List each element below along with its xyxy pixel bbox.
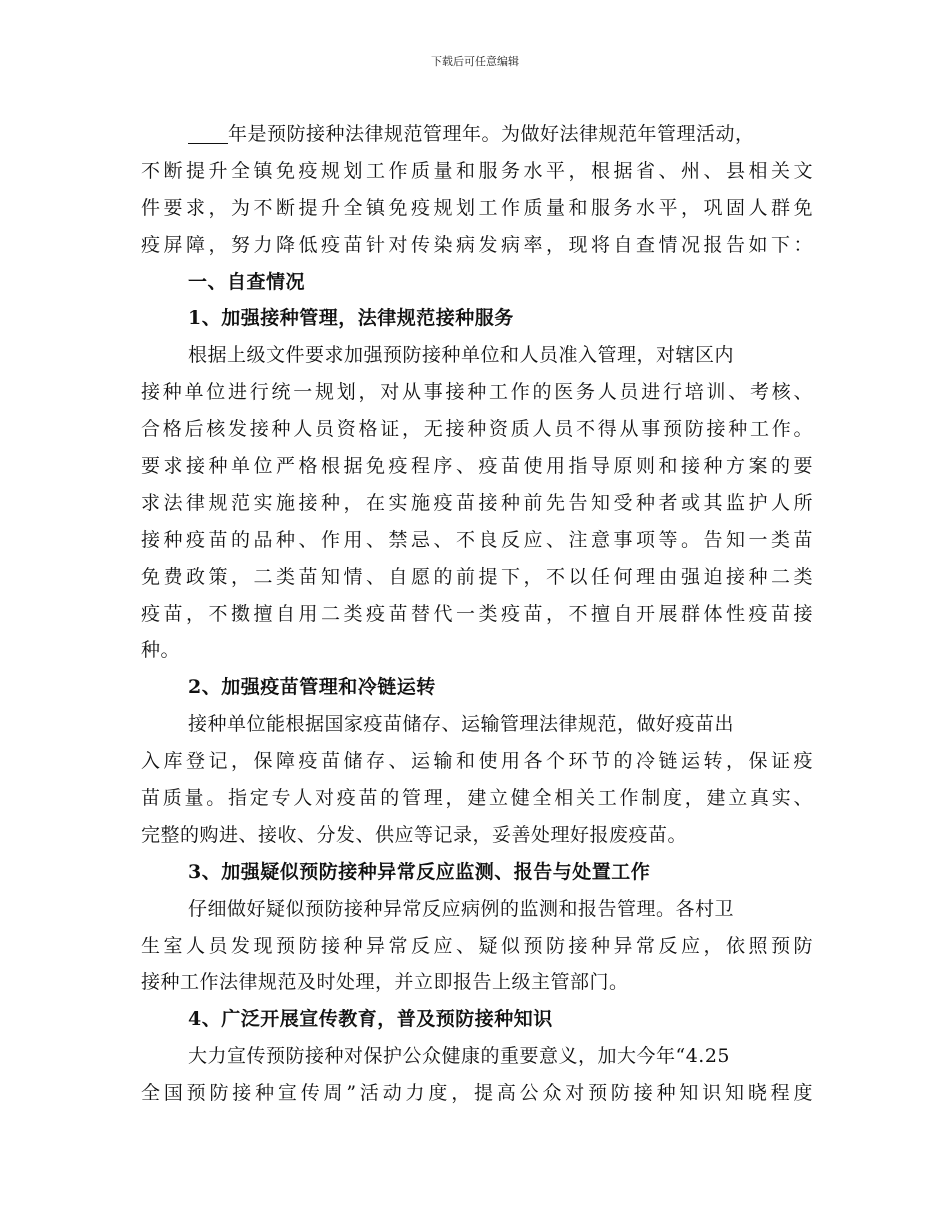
- section-1-line: 疫苗，不擞擅自用二类疫苗替代一类疫苗，不擅自开展群体性疫苗接: [141, 602, 813, 625]
- section-1-line: 合格后核发接种人员资格证，无接种资质人员不得从事预防接种工作。: [141, 418, 813, 441]
- document-body: [141, 116, 813, 1112]
- section-1-title: 1、加强接种管理，法律规范接种服务: [188, 307, 514, 330]
- section-4-line: 全国预防接种宣传周”活动力度，提高公众对预防接种知识知晓程度: [141, 1082, 813, 1105]
- intro-line-3: 件要求，为不断提升全镇免疫规划工作质量和服务水平，巩固人群免: [141, 196, 813, 219]
- section-2-line: 苗质量。指定专人对疫苗的管理，建立健全相关工作制度，建立真实、: [141, 787, 813, 810]
- section-1-line: 接种疫苗的品种、作用、禁忌、不良反应、注意事项等。告知一类苗: [141, 528, 813, 551]
- section-1-line: 要求接种单位严格根据免疫程序、疫苗使用指导原则和接种方案的要: [141, 455, 813, 478]
- section-3-line: 生室人员发现预防接种异常反应、疑似预防接种异常反应，依照预防: [141, 934, 813, 957]
- year-blank: [188, 119, 228, 144]
- section-1-line: 免费政策，二类苗知情、自愿的前提下，不以任何理由强迫接种二类: [141, 565, 813, 588]
- section-2-line: 入库登记，保障疫苗储存、运输和使用各个环节的冷链运转，保证疫: [141, 750, 813, 773]
- section-4-line: 大力宣传预防接种对保护公众健康的重要意义，加大今年“4.25: [188, 1045, 731, 1068]
- section-1-line: 接种单位进行统一规划，对从事接种工作的医务人员进行培训、考核、: [141, 381, 813, 404]
- intro-line-2: 不断提升全镇免疫规划工作质量和服务水平，根据省、州、县相关文: [141, 159, 813, 182]
- section-2-line: 接种单位能根据国家疫苗储存、运输管理法律规范，做好疫苗出: [188, 713, 735, 736]
- section-1-line: 根据上级文件要求加强预防接种单位和人员准入管理，对辖区内: [188, 344, 735, 367]
- intro-line-1: [141, 116, 813, 153]
- section-2-title: 2、加强疫苗管理和冷链运转: [188, 676, 436, 699]
- heading-self-check: 一、自查情况: [188, 270, 306, 293]
- intro-line-4: 疫屏障，努力降低疫苗针对传染病发病率，现将自查情况报告如下：: [141, 233, 813, 256]
- section-4-title: 4、广泛开展宣传教育，普及预防接种知识: [188, 1008, 553, 1031]
- section-3-title: 3、加强疑似预防接种异常反应监测、报告与处置工作: [188, 860, 651, 883]
- intro-text-1: 年是预防接种法律规范管理年。为做好法律规范年管理活动，: [228, 123, 755, 145]
- section-1-line: 种。: [141, 639, 181, 662]
- section-1-line: 求法律规范实施接种，在实施疫苗接种前先告知受种者或其监护人所: [141, 491, 813, 514]
- section-3-line: 接种工作法律规范及时处理，并立即报告上级主管部门。: [141, 971, 629, 994]
- page-header: 下载后可任意编辑: [431, 55, 519, 68]
- section-3-line: 仔细做好疑似预防接种异常反应病例的监测和报告管理。各村卫: [188, 897, 735, 920]
- section-2-line: 完整的购进、接收、分发、供应等记录，妥善处理好报废疫苗。: [141, 823, 688, 846]
